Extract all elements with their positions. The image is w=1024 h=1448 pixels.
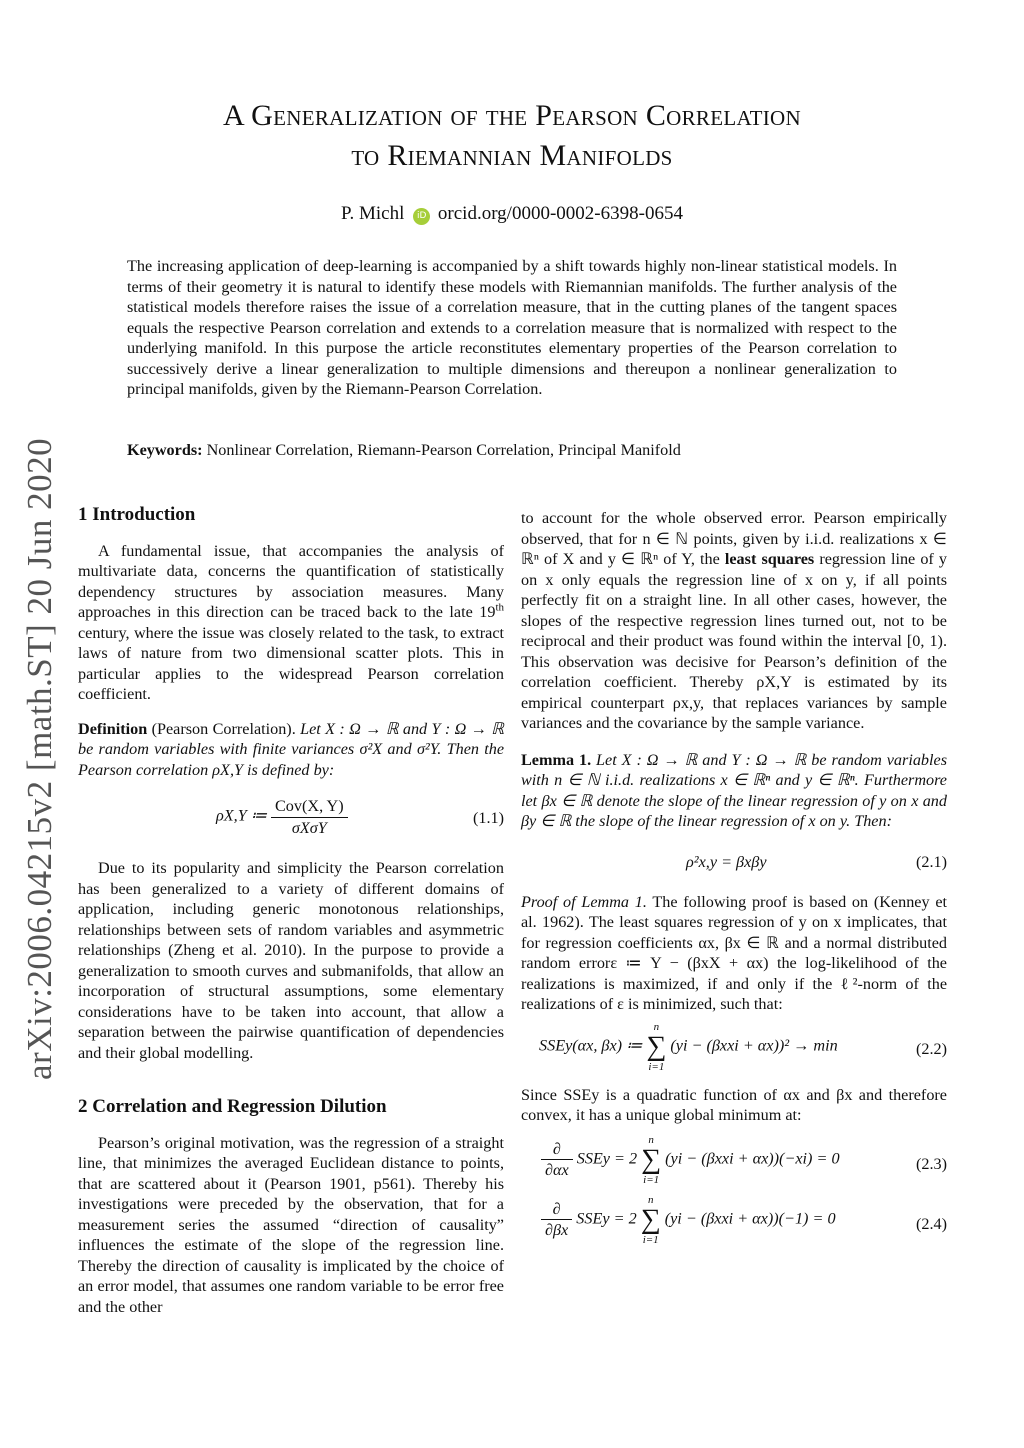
proof-label: Proof of Lemma 1.	[521, 892, 647, 911]
definition	[78, 719, 504, 781]
keywords-label: Keywords:	[127, 441, 203, 459]
left-column	[78, 505, 504, 1317]
abstract: The increasing application of deep-learning is accompanied by a shift towards highly non-linear statistical models. In terms of their geometry it is natural to identify these models with Riemannian manifolds. The further analysis of the statistical models therefore raises the issue of a correlation measure, that in the cutting planes of the tangent spaces equals the respective Pearson correlation and extends to a correlation measure that is normalized with respect to the underlying manifold. In this purpose the article reconstitutes elementary properties of the Pearson correlation to successively derive a linear generalization to multiple dimensions and thereupon a nonlinear generalization to principal manifolds, given by the Riemann-Pearson Correlation.	[127, 257, 897, 398]
eq-1-1-fraction	[271, 796, 348, 838]
equation-2-3	[521, 1134, 947, 1192]
lemma-label: Lemma 1.	[521, 750, 592, 769]
eq-2-1-body: ρ²x,y = βxβy	[686, 852, 767, 871]
equation-2-4	[521, 1194, 947, 1252]
right-column	[521, 508, 947, 1252]
right-paragraph-1: to account for the whole observed error. Pearson empirically observed, that for n ∈ ℕ points, given by i.i.d. realizations x ∈ ℝⁿ of X and y ∈ ℝⁿ of Y, the least squares regression line of y on x only equals the regression line of x on y, if all points perfectly fit on a straight line. In all other cases, however, the slopes of the respective regression lines turned out, not to be reciprocal and their product was found within the interval [0, 1). This observation was decisive for Pearson’s definition of the correlation coefficient. Thereby ρX,Y is estimated by its empirical counterpart ρx,y, that replaces variances by sample variances and the covariance by the sample variance.	[521, 509, 947, 732]
proof-paragraph: Proof of Lemma 1. The following proof is based on (Kenney et al. 1962). The least squares regression of y on x implicates, that for regression coefficients αx, βx ∈ ℝ and a normal distributed random errorε ≔ Y − (βxX + αx) the log-likelihood of the realizations is maximized, if and only if the ℓ²-norm of the realizations of ε is minimized, such that:	[521, 892, 947, 1013]
eq-2-4-derivative: $\frac{\partial}{\partial\beta x}$	[541, 1199, 572, 1241]
since-paragraph: Since SSEy is a quadratic function of αx and βx and therefore convex, it has a unique global minimum at:	[521, 1085, 947, 1124]
eq-2-4-rhs: (yi − (βxxi + αx))(−1) = 0	[664, 1209, 836, 1228]
equation-2-2	[521, 1021, 947, 1077]
eq-2-3-tag: (2.3)	[915, 1154, 947, 1173]
eq-1-1-numerator: Cov(X, Y)	[271, 796, 348, 818]
superscript-th: th	[495, 601, 504, 614]
equation-2-1	[521, 838, 947, 888]
paper-title	[0, 96, 1024, 176]
keywords	[127, 441, 897, 460]
eq-2-2-tag: (2.2)	[915, 1039, 947, 1058]
section-1-heading: 1 Introduction	[78, 504, 196, 525]
eq-2-3-sum: n ∑ i=1	[641, 1133, 662, 1186]
least-squares-term: least squares	[724, 550, 815, 568]
arxiv-stamp: arXiv:2006.04215v2 [math.ST] 20 Jun 2020	[20, 437, 59, 1080]
definition-label: Definition	[78, 719, 148, 738]
eq-2-3-derivative: $\frac{\partial}{\partial\alpha x}$	[541, 1139, 573, 1181]
intro-paragraph-2: Due to its popularity and simplicity the Pearson correlation has been generalized to a variety of different domains of application, including generic monotonous relationships, relationships between sets of random variables and asymmetric relationships (Zheng et al. 2010). In the purpose to provide a generalization to smooth curves and submanifolds, that allow an incorporation of structural assumptions, some elementary considerations have to be taken into account, that allow a separation between the pairwise quantification of dependencies and their global modelling.	[78, 859, 504, 1062]
lemma-1	[521, 750, 947, 832]
eq-2-3-mid: SSEy = 2	[576, 1149, 638, 1168]
author-line	[0, 203, 1024, 225]
author-name: P. Michl	[341, 203, 405, 224]
section-2-paragraph-1: Pearson’s original motivation, was the regression of a straight line, that minimizes the averaged Euclidean distance to points, that are scattered about it (Pearson 1901, p561). Thereby his investigations were preceded by the observation, that for a measurement series the assumed “direction of causality” influences the estimate of the slope of the regression line. Thereby the direction of causality is implicated by the choice of an error model, that assumes one random variable to be error free and the other	[78, 1133, 504, 1316]
eq-2-2-sum: n ∑ i=1	[646, 1020, 667, 1073]
section-2-heading: 2 Correlation and Regression Dilution	[78, 1096, 387, 1117]
eq-1-1-tag: (1.1)	[472, 809, 504, 827]
intro-paragraph-1: A fundamental issue, that accompanies the analysis of multivariate data, concerns the quantification of statistically dependency structures by association measures. Many approaches in this direction can be traced back to the late 19th century, where the issue was closely related to the task, to extract laws of nature from two dimensional scatter plots. This in particular applies to the widespread Pearson correlation coefficient.	[78, 541, 504, 703]
definition-text: Let X : Ω → ℝ and Y : Ω → ℝ be random variables with finite variances σ²X and σ²Y. Then the Pearson correlation ρX,Y is defined by:	[78, 719, 504, 779]
lemma-text: Let X : Ω → ℝ and Y : Ω → ℝ be random variables with n ∈ ℕ i.i.d. realizations x ∈ ℝⁿ and y ∈ ℝⁿ. Furthermore let βx ∈ ℝ denote the slope of the linear regression of y on x and βy ∈ ℝ the slope of the linear regression of x on y. Then:	[521, 750, 947, 830]
eq-2-2-rhs: (yi − (βxxi + αx))² → min	[670, 1036, 838, 1055]
eq-1-1-lhs: ρX,Y ≔	[216, 806, 267, 825]
eq-2-1-tag: (2.1)	[915, 852, 947, 871]
eq-2-4-tag: (2.4)	[915, 1214, 947, 1233]
equation-1-1	[78, 794, 504, 844]
definition-name: (Pearson Correlation).	[147, 719, 296, 738]
keywords-text: Nonlinear Correlation, Riemann-Pearson Correlation, Principal Manifold	[206, 441, 681, 459]
eq-1-1-denominator: σXσY	[291, 818, 327, 837]
eq-2-3-rhs: (yi − (βxxi + αx))(−xi) = 0	[665, 1149, 840, 1168]
eq-2-4-mid: SSEy = 2	[576, 1209, 637, 1228]
eq-2-4-sum: n ∑ i=1	[640, 1193, 661, 1246]
title-line-2: to Riemannian Manifolds	[351, 139, 673, 172]
title-line-1: A Generalization of the Pearson Correlation	[223, 99, 801, 132]
orcid-link[interactable]: orcid.org/0000-0002-6398-0654	[437, 203, 683, 224]
eq-2-2-lhs: SSEy(αx, βx) ≔	[539, 1036, 643, 1055]
orcid-icon[interactable]: iD	[413, 208, 430, 225]
